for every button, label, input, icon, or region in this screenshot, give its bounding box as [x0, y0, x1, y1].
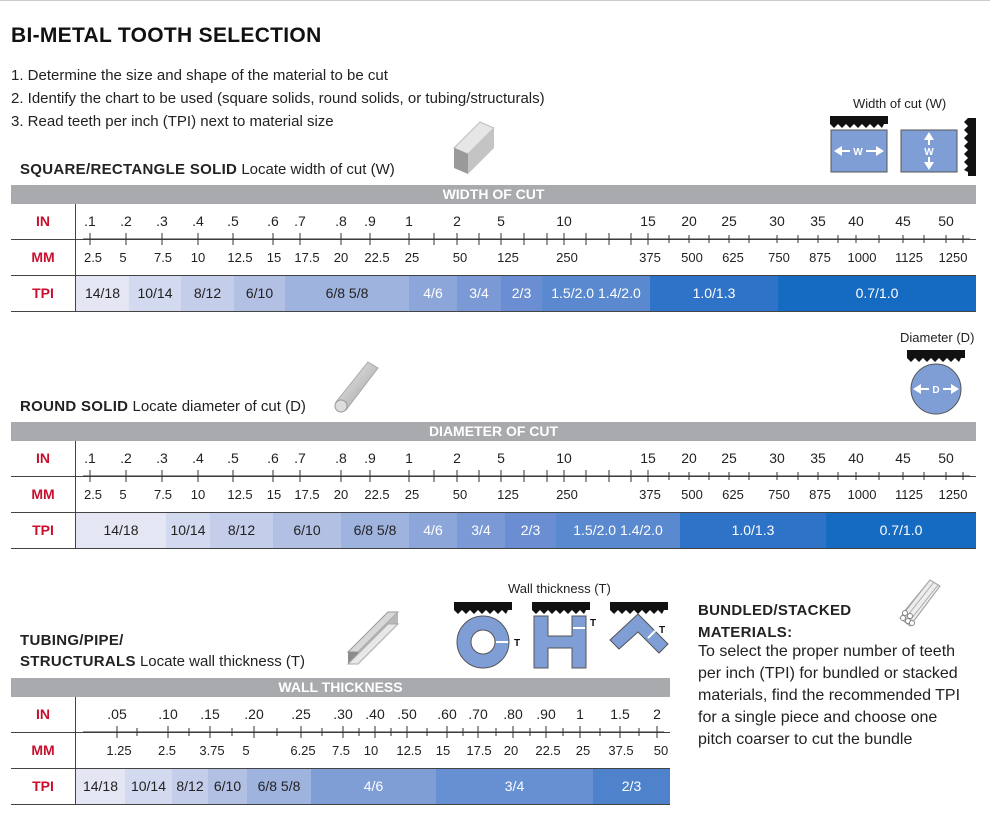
- in-tick-label: 35: [810, 213, 826, 229]
- in-tick-label: 5: [497, 213, 505, 229]
- mm-tick-label: 50: [452, 250, 468, 265]
- round-bar-icon: [332, 358, 382, 416]
- mm-tick-label: 10: [363, 743, 379, 758]
- tpi-segment: 6/10: [234, 276, 285, 311]
- mm-tick-label: 25: [404, 487, 420, 502]
- in-tick-label: .30: [333, 706, 353, 722]
- step-2: 2. Identify the chart to be used (square solids, round solids, or tubing/structurals): [11, 90, 545, 107]
- in-tick-label: .6: [267, 213, 279, 229]
- tpi-segment: 6/8 5/8: [285, 276, 409, 311]
- in-tick-label: .9: [364, 450, 376, 466]
- in-tick-label: .90: [536, 706, 556, 722]
- mm-tick-label: 875: [809, 250, 831, 265]
- mm-tick-label: 2.5: [83, 487, 103, 502]
- in-tick-label: .8: [335, 450, 347, 466]
- tpi-segment: 6/10: [208, 769, 247, 804]
- bundled-tubes-icon: [896, 574, 944, 630]
- tpi-segment: 8/12: [172, 769, 208, 804]
- mm-tick-label: 25: [404, 250, 420, 265]
- tpi-segment: 2/3: [505, 513, 556, 548]
- mm-tick-label: 875: [809, 487, 831, 502]
- tpi-segment: 4/6: [409, 513, 457, 548]
- in-tick-label: 25: [721, 213, 737, 229]
- tpi-segment: 4/6: [311, 769, 436, 804]
- width-of-cut-bar: WIDTH OF CUT: [11, 185, 976, 204]
- mm-tick-label: 22.5: [364, 487, 390, 502]
- in-tick-label: 45: [895, 450, 911, 466]
- in-tick-label: 40: [848, 213, 864, 229]
- mm-label: MM: [31, 486, 55, 502]
- mm-tick-label: 250: [556, 250, 578, 265]
- mm-tick-label: 3.75: [199, 743, 225, 758]
- tpi-row: [11, 769, 670, 805]
- in-tick-label: 1.5: [610, 706, 630, 722]
- in-tick-label: 35: [810, 450, 826, 466]
- mm-tick-label: 50: [452, 487, 468, 502]
- mm-tick-label: 1000: [847, 250, 877, 265]
- in-tick-label: .10: [158, 706, 178, 722]
- diameter-of-cut-bar: DIAMETER OF CUT: [11, 422, 976, 441]
- mm-tick-label: 7.5: [153, 487, 173, 502]
- in-tick-label: .7: [294, 213, 306, 229]
- round-section-title: ROUND SOLID Locate diameter of cut (D): [20, 398, 306, 415]
- in-tick-label: 20: [681, 213, 697, 229]
- tpi-segment: 1.0/1.3: [650, 276, 778, 311]
- tpi-segment: 2/3: [501, 276, 542, 311]
- in-tick-label: 1: [576, 706, 584, 722]
- mm-tick-label: 20: [333, 487, 349, 502]
- tpi-segment: 0.7/1.0: [778, 276, 976, 311]
- width-diagram-icon: [828, 114, 978, 178]
- mm-tick-label: 625: [722, 487, 744, 502]
- mm-tick-label: 20: [333, 250, 349, 265]
- in-tick-label: 50: [938, 450, 954, 466]
- wall-thickness-label: Wall thickness (T): [508, 581, 611, 596]
- mm-tick-label: 500: [681, 250, 703, 265]
- tpi-label: TPI: [32, 522, 54, 538]
- mm-tick-label: 750: [768, 487, 790, 502]
- square-section-title: SQUARE/RECTANGLE SOLID Locate width of cut (W): [20, 161, 395, 178]
- tpi-segment: 6/10: [273, 513, 341, 548]
- tpi-segment: 10/14: [166, 513, 210, 548]
- in-tick-label: .60: [437, 706, 457, 722]
- tpi-label: TPI: [32, 285, 54, 301]
- in-tick-label: 30: [769, 213, 785, 229]
- in-tick-label: 2: [653, 706, 661, 722]
- in-tick-label: .70: [468, 706, 488, 722]
- in-tick-label: 10: [556, 213, 572, 229]
- mm-tick-label: 1250: [938, 487, 968, 502]
- mm-tick-label: 17.5: [294, 250, 320, 265]
- mm-tick-label: 22.5: [364, 250, 390, 265]
- mm-tick-label: 125: [497, 250, 519, 265]
- tpi-segment: 14/18: [76, 769, 125, 804]
- tpi-segment: 4/6: [409, 276, 457, 311]
- svg-text:W: W: [924, 147, 934, 158]
- tpi-segment: 0.7/1.0: [826, 513, 976, 548]
- mm-tick-label: 2.5: [157, 743, 177, 758]
- in-tick-label: 15: [640, 213, 656, 229]
- round-chart: [11, 422, 976, 549]
- mm-tick-label: 375: [639, 250, 661, 265]
- mm-tick-label: 10: [190, 250, 206, 265]
- tpi-segment: 3/4: [436, 769, 593, 804]
- in-tick-label: .40: [365, 706, 385, 722]
- channel-beam-icon: [344, 606, 404, 668]
- tpi-segment: 10/14: [129, 276, 181, 311]
- in-tick-label: 45: [895, 213, 911, 229]
- mm-label: MM: [31, 249, 55, 265]
- mm-tick-label: 20: [503, 743, 519, 758]
- bundled-text: To select the proper number of teeth per inch (TPI) for bundled or stacked materials, find the recommended TPI for a single piece and choose one pitch coarser to cut the bundle: [698, 643, 961, 748]
- mm-tick-label: 7.5: [153, 250, 173, 265]
- mm-tick-label: 5: [119, 487, 127, 502]
- mm-tick-label: 1.25: [106, 743, 132, 758]
- mm-tick-label: 1250: [938, 250, 968, 265]
- mm-label: MM: [31, 742, 55, 758]
- mm-tick-label: 1125: [895, 250, 923, 265]
- in-tick-label: 10: [556, 450, 572, 466]
- tpi-segment: 8/12: [181, 276, 234, 311]
- in-label: IN: [36, 450, 50, 466]
- in-tick-label: 2: [453, 213, 461, 229]
- in-tick-label: .1: [84, 213, 96, 229]
- mm-tick-label: 12.5: [227, 250, 253, 265]
- mm-tick-label: 5: [242, 743, 250, 758]
- tpi-segment: 1.5/2.0 1.4/2.0: [556, 513, 680, 548]
- mm-tick-label: 15: [435, 743, 451, 758]
- mm-tick-label: 50: [653, 743, 669, 758]
- square-chart: [11, 185, 976, 312]
- mm-tick-label: 25: [575, 743, 591, 758]
- mm-tick-label: 5: [119, 250, 127, 265]
- svg-text:W: W: [853, 147, 863, 158]
- in-tick-label: 30: [769, 450, 785, 466]
- bundled-heading: BUNDLED/STACKED MATERIALS:: [698, 602, 852, 641]
- tpi-row: [11, 513, 976, 549]
- tpi-segment: 6/8 5/8: [341, 513, 409, 548]
- mm-tick-label: 15: [266, 250, 282, 265]
- wall-thickness-diagrams: [452, 598, 672, 672]
- mm-tick-label: 22.5: [535, 743, 561, 758]
- mm-tick-label: 1000: [847, 487, 877, 502]
- in-tick-label: .2: [120, 450, 132, 466]
- in-tick-label: .05: [107, 706, 127, 722]
- mm-tick-label: 125: [497, 487, 519, 502]
- in-tick-label: .4: [192, 213, 204, 229]
- in-tick-label: .2: [120, 213, 132, 229]
- in-tick-label: .7: [294, 450, 306, 466]
- tpi-label: TPI: [32, 778, 54, 794]
- in-tick-label: .9: [364, 213, 376, 229]
- step-3: 3. Read teeth per inch (TPI) next to material size: [11, 113, 334, 130]
- in-tick-label: 1: [405, 450, 413, 466]
- tpi-segment: 1.0/1.3: [680, 513, 826, 548]
- square-bar-icon: [448, 118, 498, 178]
- in-tick-label: .8: [335, 213, 347, 229]
- tpi-segment: 10/14: [125, 769, 172, 804]
- svg-text:D: D: [932, 385, 940, 396]
- tubing-section-title: TUBING/PIPE/ STRUCTURALS Locate wall thickness (T): [20, 632, 306, 670]
- mm-tick-label: 37.5: [608, 743, 634, 758]
- in-tick-label: .3: [156, 213, 168, 229]
- mm-tick-label: 12.5: [227, 487, 253, 502]
- in-tick-label: 5: [497, 450, 505, 466]
- in-tick-label: 25: [721, 450, 737, 466]
- width-of-cut-label: Width of cut (W): [853, 96, 947, 111]
- tpi-segment: 8/12: [210, 513, 273, 548]
- in-tick-label: .4: [192, 450, 204, 466]
- in-tick-label: 1: [405, 213, 413, 229]
- in-label: IN: [36, 706, 50, 722]
- step-1: 1. Determine the size and shape of the material to be cut: [11, 67, 388, 84]
- wall-thickness-bar: WALL THICKNESS: [11, 678, 670, 697]
- mm-tick-label: 17.5: [294, 487, 320, 502]
- mm-tick-label: 7.5: [331, 743, 351, 758]
- tpi-segment: 14/18: [76, 276, 129, 311]
- in-tick-label: 40: [848, 450, 864, 466]
- in-tick-label: .50: [397, 706, 417, 722]
- tpi-segment: 6/8 5/8: [247, 769, 311, 804]
- in-tick-label: .5: [227, 450, 239, 466]
- mm-tick-label: 12.5: [396, 743, 422, 758]
- in-tick-label: .25: [291, 706, 311, 722]
- mm-tick-label: 6.25: [290, 743, 316, 758]
- mm-tick-label: 625: [722, 250, 744, 265]
- mm-tick-label: 10: [190, 487, 206, 502]
- svg-text:T: T: [514, 638, 521, 649]
- mm-tick-label: 500: [681, 487, 703, 502]
- svg-text:T: T: [659, 625, 666, 636]
- diameter-diagram-icon: [905, 348, 969, 416]
- mm-tick-label: 2.5: [83, 250, 103, 265]
- mm-tick-label: 17.5: [466, 743, 492, 758]
- tpi-segment: 1.5/2.0 1.4/2.0: [542, 276, 650, 311]
- svg-text:T: T: [590, 618, 597, 629]
- tpi-segment: 2/3: [593, 769, 670, 804]
- in-label: IN: [36, 213, 50, 229]
- tpi-row: [11, 276, 976, 312]
- in-tick-label: .15: [200, 706, 220, 722]
- in-tick-label: 15: [640, 450, 656, 466]
- mm-tick-label: 15: [266, 487, 282, 502]
- in-tick-label: .6: [267, 450, 279, 466]
- mm-tick-label: 750: [768, 250, 790, 265]
- tpi-segment: 3/4: [457, 513, 505, 548]
- page-title: BI-METAL TOOTH SELECTION: [11, 24, 322, 47]
- diameter-label: Diameter (D): [900, 330, 975, 345]
- in-tick-label: 50: [938, 213, 954, 229]
- in-tick-label: 20: [681, 450, 697, 466]
- tpi-segment: 14/18: [76, 513, 166, 548]
- mm-tick-label: 250: [556, 487, 578, 502]
- mm-tick-label: 1125: [895, 487, 923, 502]
- in-tick-label: .1: [84, 450, 96, 466]
- tubing-chart: [11, 678, 670, 805]
- tpi-segment: 3/4: [457, 276, 501, 311]
- mm-tick-label: 375: [639, 487, 661, 502]
- in-tick-label: .5: [227, 213, 239, 229]
- in-tick-label: .80: [503, 706, 523, 722]
- top-rule: [0, 0, 990, 1]
- in-tick-label: .20: [244, 706, 264, 722]
- in-tick-label: 2: [453, 450, 461, 466]
- in-tick-label: .3: [156, 450, 168, 466]
